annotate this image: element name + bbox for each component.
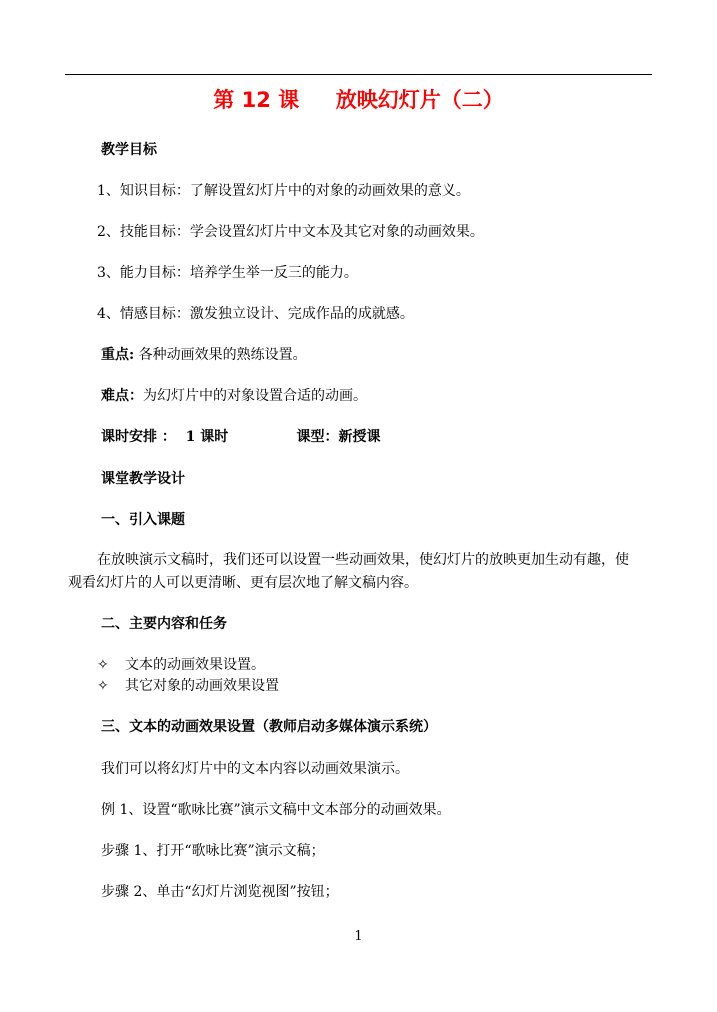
goal-ability: 3、能力目标：培养学生举一反三的能力。 — [97, 265, 358, 281]
list-item — [97, 676, 279, 696]
text-animation-heading: 三、文本的动画效果设置（教师启动多媒体演示系统） — [101, 719, 437, 735]
difficulty-label: 难点： — [101, 388, 143, 404]
goal-emotion: 4、情感目标：激发独立设计、完成作品的成就感。 — [97, 306, 414, 322]
header-rule — [65, 74, 652, 75]
list-item-text: 其它对象的动画效果设置 — [125, 678, 279, 694]
list-item — [97, 655, 265, 675]
lesson-title: 第 12 课 放映幻灯片（二） — [213, 88, 504, 112]
difficulty — [101, 386, 367, 406]
intro-heading: 一、引入课题 — [101, 512, 185, 528]
key-point-label: 重点: — [101, 347, 135, 363]
bullet-icon: ✧ — [97, 657, 109, 673]
list-item-text: 文本的动画效果设置。 — [125, 657, 265, 673]
step-2: 步骤 2、单击“幻灯片浏览视图”按钮； — [101, 884, 339, 900]
intro-paragraph-line-2: 观看幻灯片的人可以更清晰、更有层次地了解文稿内容。 — [68, 575, 418, 591]
difficulty-text: 为幻灯片中的对象设置合适的动画。 — [143, 388, 367, 404]
step-1: 步骤 1、打开“歌咏比赛”演示文稿； — [101, 843, 325, 859]
goals-heading: 教学目标 — [101, 142, 157, 158]
text-animation-intro: 我们可以将幻灯片中的文本内容以动画效果演示。 — [101, 761, 409, 777]
goal-knowledge: 1、知识目标：了解设置幻灯片中的对象的动画效果的意义。 — [97, 183, 470, 199]
key-point-text: 各种动画效果的熟练设置。 — [138, 347, 307, 363]
example-1: 例 1、设置“歌咏比赛”演示文稿中文本部分的动画效果。 — [101, 802, 451, 818]
intro-paragraph-line-1: 在放映演示文稿时，我们还可以设置一些动画效果，使幻灯片的放映更加生动有趣，使 — [97, 552, 629, 568]
page-number: 1 — [354, 929, 363, 944]
schedule-line: 课时安排 ： 1 课时 课型：新授课 — [101, 429, 381, 445]
goal-skill: 2、技能目标：学会设置幻灯片中文本及其它对象的动画效果。 — [97, 224, 484, 240]
key-point — [101, 345, 307, 365]
main-content-heading: 二、主要内容和任务 — [101, 616, 227, 632]
design-heading: 课堂教学设计 — [101, 471, 185, 487]
bullet-icon: ✧ — [97, 678, 109, 694]
